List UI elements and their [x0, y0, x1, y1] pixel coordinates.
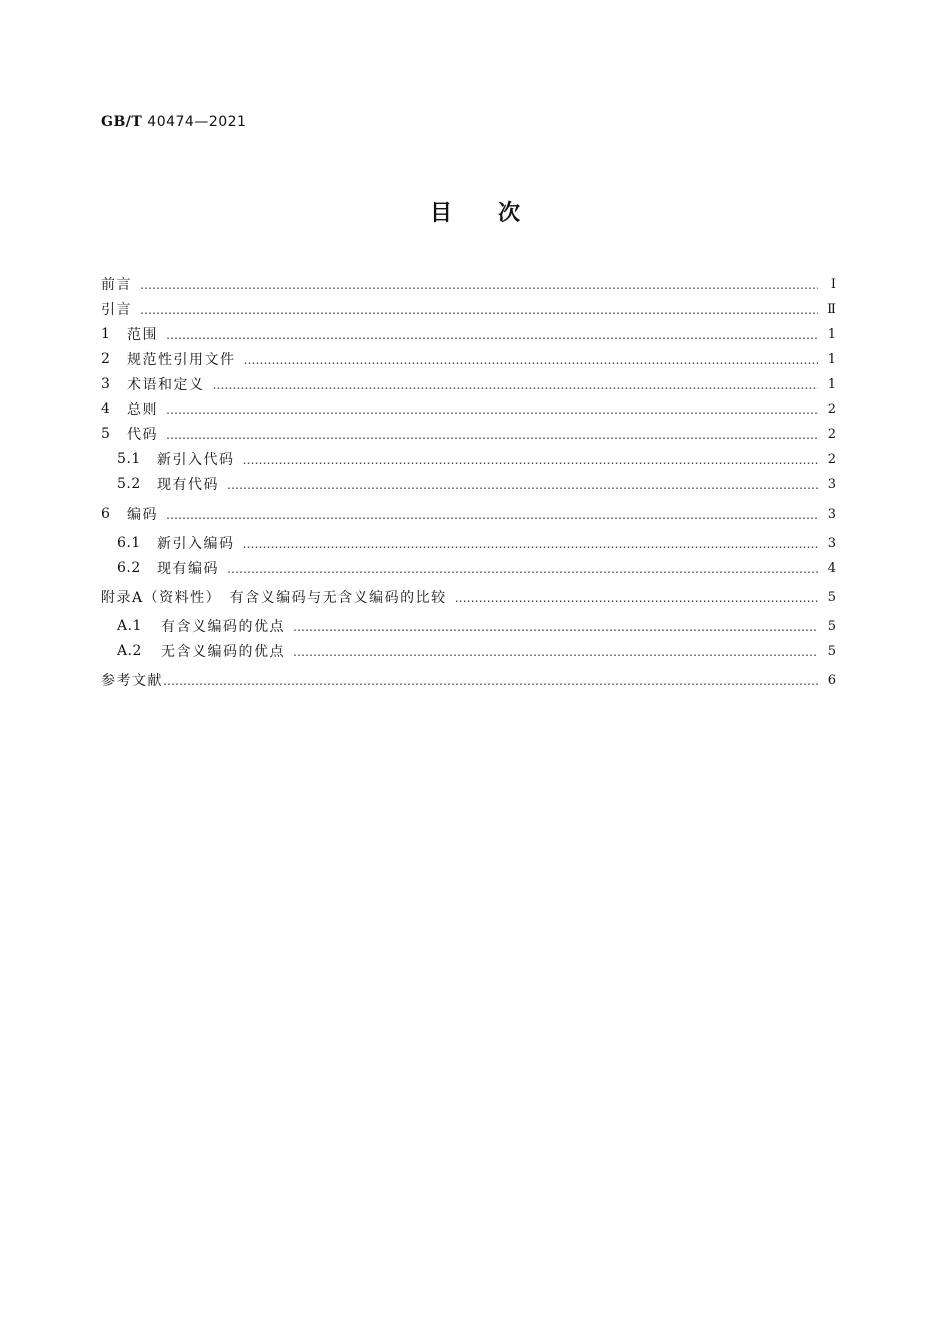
dot-leader	[140, 303, 818, 317]
toc-entry-6-2[interactable]: 6.2 现有编码 ……………………………………………………………………………………………………………………………………………………………………………………………………… 4	[117, 556, 836, 580]
page-number: 2	[827, 426, 836, 442]
standard-number: 40474—2021	[147, 114, 247, 130]
page-number: 1	[827, 326, 836, 342]
page-number: 5	[827, 589, 836, 605]
standard-code	[101, 114, 246, 130]
toc-entry-5-2[interactable]: 5.2 现有代码 ……………………………………………………………………………………………………………………………………………………………………………………………………… 3	[117, 472, 836, 496]
toc-entry-introduction[interactable]: 引言 ……………………………………………………………………………………………………………………………………………………………………………………………………… Ⅱ	[101, 297, 836, 321]
standard-prefix: GB/T	[101, 114, 143, 130]
page-number: 5	[827, 618, 836, 634]
toc-entry-1[interactable]: 1 范围 ……………………………………………………………………………………………………………………………………………………………………………………………………… 1	[101, 322, 836, 346]
page-number: 1	[827, 351, 836, 367]
page-number: 4	[827, 560, 836, 576]
dot-leader	[166, 428, 818, 442]
toc-entry-a-1[interactable]: A.1 有含义编码的优点 ……………………………………………………………………………………………………………………………………………………………………………………………………… 5	[117, 614, 836, 638]
dot-leader	[243, 453, 819, 467]
dot-leader	[227, 562, 818, 576]
page-number: 3	[827, 476, 836, 492]
toc-entry-annex-a[interactable]: 附录A（资料性） 有含义编码与无含义编码的比较 ……………………………………………………………………………………………………………………………………………………………………………………………………… 5	[101, 585, 836, 609]
dot-leader	[243, 537, 819, 551]
page-number: 1	[827, 376, 836, 392]
page-number: 2	[827, 451, 836, 467]
dot-leader	[293, 645, 818, 659]
toc-entry-2[interactable]: 2 规范性引用文件 ……………………………………………………………………………………………………………………………………………………………………………………………………… 1	[101, 347, 836, 371]
page-number: 3	[827, 535, 836, 551]
toc-entry-6-1[interactable]: 6.1 新引入编码 ……………………………………………………………………………………………………………………………………………………………………………………………………… 3	[117, 531, 836, 555]
dot-leader	[166, 403, 818, 417]
toc-entry-foreword[interactable]: 前言 ……………………………………………………………………………………………………………………………………………………………………………………………………… Ⅰ	[101, 272, 836, 296]
toc-entry-5[interactable]: 5 代码 ……………………………………………………………………………………………………………………………………………………………………………………………………… 2	[101, 422, 836, 446]
page-number: 6	[827, 672, 836, 688]
dot-leader	[455, 591, 818, 605]
toc-entry-4[interactable]: 4 总则 ……………………………………………………………………………………………………………………………………………………………………………………………………… 2	[101, 397, 836, 421]
page-number: 3	[827, 506, 836, 522]
toc-entry-5-1[interactable]: 5.1 新引入代码 ……………………………………………………………………………………………………………………………………………………………………………………………………… 2	[117, 447, 836, 471]
toc-entry-3[interactable]: 3 术语和定义 ……………………………………………………………………………………………………………………………………………………………………………………………………… 1	[101, 372, 836, 396]
toc-entry-a-2[interactable]: A.2 无含义编码的优点 ……………………………………………………………………………………………………………………………………………………………………………………………………… 5	[117, 639, 836, 663]
page-number: 2	[827, 401, 836, 417]
dot-leader	[293, 620, 818, 634]
dot-leader	[227, 478, 818, 492]
page-number: 5	[827, 643, 836, 659]
dot-leader	[140, 278, 818, 292]
dot-leader	[163, 674, 818, 688]
dot-leader	[244, 353, 819, 367]
toc-title: 目 次	[429, 201, 521, 226]
toc-entry-6[interactable]: 6 编码 ……………………………………………………………………………………………………………………………………………………………………………………………………… 3	[101, 502, 836, 526]
dot-leader	[166, 328, 818, 342]
dot-leader	[166, 508, 818, 522]
page-number: Ⅰ	[830, 276, 836, 292]
page-number: Ⅱ	[827, 301, 836, 317]
toc-entry-bibliography[interactable]: 参考文献 ……………………………………………………………………………………………………………………………………………………………………………………………………… 6	[101, 668, 836, 692]
dot-leader	[213, 378, 819, 392]
